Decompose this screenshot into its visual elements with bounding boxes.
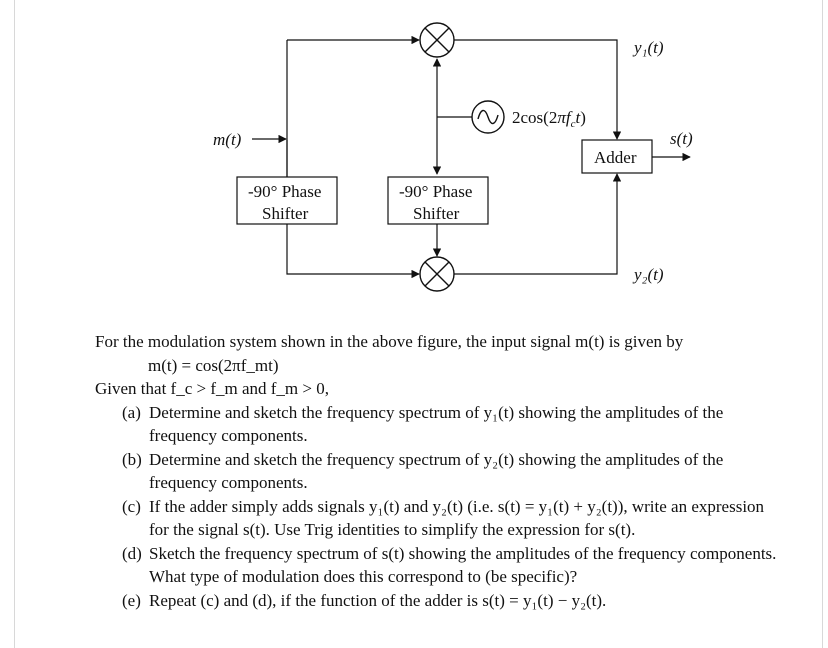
part-a xyxy=(95,401,823,448)
block-diagram xyxy=(0,0,828,320)
part-b xyxy=(95,448,823,495)
problem-intro: For the modulation system shown in the above figure, the input signal m(t) is given by xyxy=(95,332,684,351)
part-a-label: (a) xyxy=(122,402,141,422)
adder-label: Adder xyxy=(594,148,637,167)
part-e-text-1: Repeat (c) and (d), if the function of the adder is s(t) = y₁(t) − y₂(t). xyxy=(149,590,607,610)
part-d xyxy=(95,542,823,589)
part-d-text-2: What type of modulation does this correspond to (be specific)? xyxy=(149,567,578,586)
left-shifter-output xyxy=(287,224,419,274)
right-phase-shifter-line2: Shifter xyxy=(413,204,460,223)
part-c-label: (c) xyxy=(122,496,141,516)
part-a-text-1: Determine and sketch the frequency spectrum of y₁(t) showing the amplitudes of the xyxy=(149,402,724,422)
given-condition: Given that f_c > f_m and f_m > 0, xyxy=(95,379,329,398)
input-label: m(t) xyxy=(213,130,242,149)
y2-label: y₂(t) xyxy=(634,265,664,284)
left-phase-shifter-line1: -90° Phase xyxy=(248,182,322,201)
y1-label: y₁(t) xyxy=(634,38,664,57)
problem-statement xyxy=(95,330,823,612)
input-equation: m(t) = cos(2πf_mt) xyxy=(148,355,279,375)
part-c-text-2: for the signal s(t). Use Trig identities to simplify the expression for s(t). xyxy=(149,520,636,539)
part-b-label: (b) xyxy=(122,449,142,469)
output-label: s(t) xyxy=(670,129,693,148)
right-phase-shifter-line1: -90° Phase xyxy=(399,182,473,201)
part-b-text-2: frequency components. xyxy=(149,473,308,492)
part-d-text-1: Sketch the frequency spectrum of s(t) showing the amplitudes of the frequency components. xyxy=(149,543,777,563)
part-a-text-2: frequency components. xyxy=(149,426,308,445)
part-b-text-1: Determine and sketch the frequency spectrum of y₂(t) showing the amplitudes of the xyxy=(149,449,724,469)
part-c-text-1: If the adder simply adds signals y₁(t) and y₂(t) (i.e. s(t) = y₁(t) + y₂(t)), write an expression xyxy=(149,496,765,516)
oscillator-source xyxy=(472,101,504,133)
part-e xyxy=(95,589,823,613)
top-multiplier xyxy=(420,23,454,57)
bottom-multiplier xyxy=(420,257,454,291)
oscillator-label: $2\cos(2\pi f_ct)$ xyxy=(512,108,586,130)
part-e-label: (e) xyxy=(122,590,141,610)
part-c xyxy=(95,495,823,542)
part-d-label: (d) xyxy=(122,543,142,563)
left-phase-shifter-line2: Shifter xyxy=(262,204,309,223)
